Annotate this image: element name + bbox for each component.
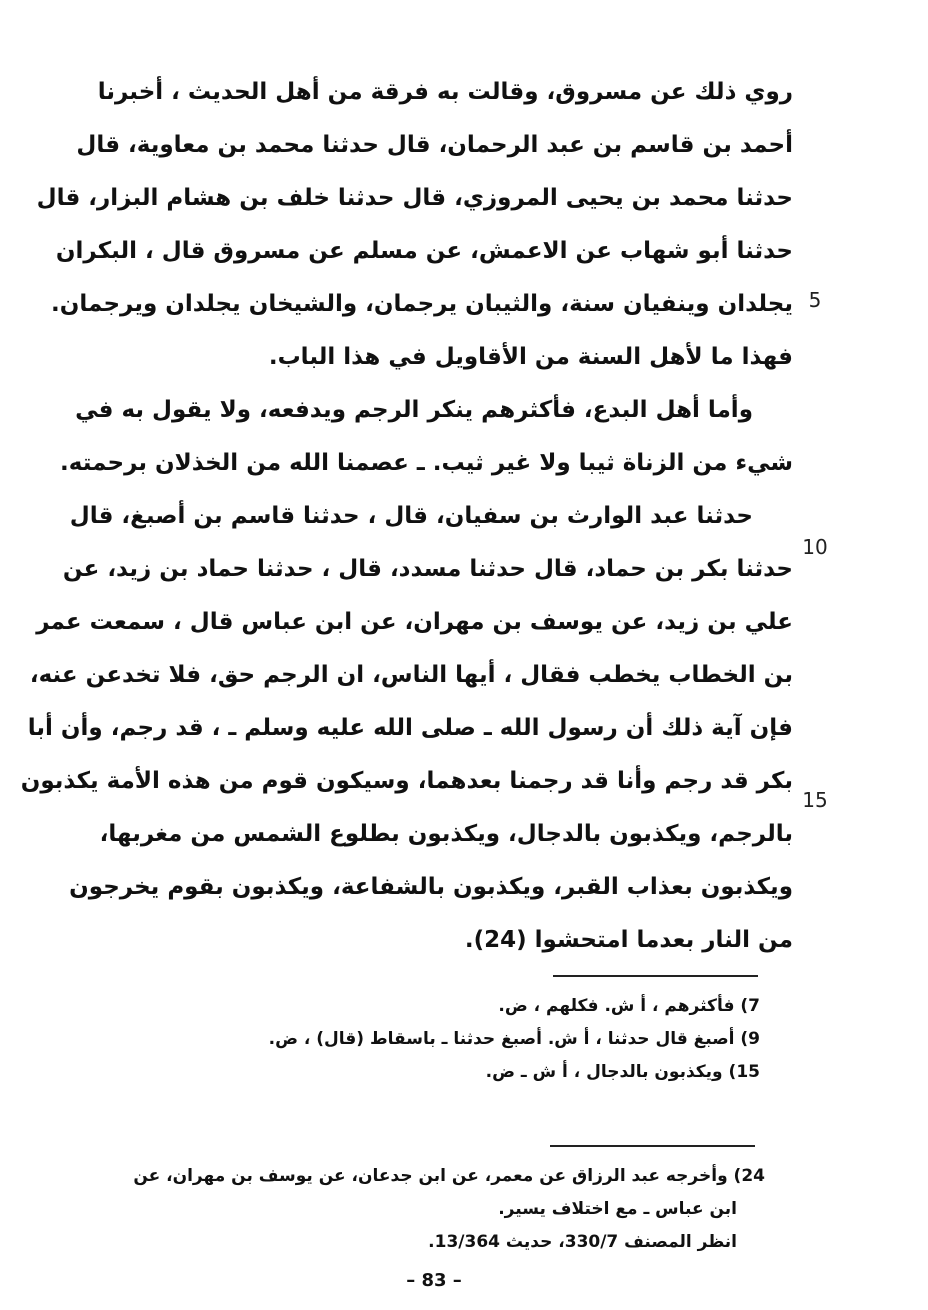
text-line-3: حدثنا محمد بن يحيى المروزي، قال حدثنا خلف بن هشام البزار، قال xyxy=(36,185,793,211)
text-line-10: حدثنا بكر بن حماد، قال حدثنا مسدد، قال ، حدثنا حماد بن زيد، عن xyxy=(62,556,793,582)
text-line-15: بالرجم، ويكذبون بالدجال، ويكذبون بطلوع الشمس من مغربها، xyxy=(99,821,793,847)
source-divider xyxy=(550,1145,755,1147)
apparatus-note-7: 7) فأكثرهم ، أ ش. فكلهم ، ض. xyxy=(498,996,760,1016)
text-line-7: وأما أهل البدع، فأكثرهم ينكر الرجم ويدفعه، ولا يقول به في xyxy=(75,397,753,423)
line-number-5: 5 xyxy=(808,288,822,312)
text-line-14: بكر قد رجم وأنا قد رجمنا بعدهما، وسيكون قوم من هذه الأمة يكذبون xyxy=(20,768,793,794)
line-number-15: 15 xyxy=(802,788,828,812)
source-notes xyxy=(105,1160,765,1259)
text-line-13: فإن آية ذلك أن رسول الله ـ صلى الله عليه وسلم ـ ، قد رجم، وأن أبا xyxy=(27,715,793,741)
text-line-17: من النار بعدما امتحشوا (24). xyxy=(464,927,793,953)
apparatus-divider xyxy=(553,975,758,977)
text-line-11: علي بن زيد، عن يوسف بن مهران، عن ابن عباس قال ، سمعت عمر xyxy=(36,609,793,635)
text-line-16: ويكذبون بعذاب القبر، ويكذبون بالشفاعة، ويكذبون بقوم يخرجون xyxy=(69,874,793,900)
text-line-9: حدثنا عبد الوارث بن سفيان، قال ، حدثنا قاسم بن أصبغ، قال xyxy=(69,503,753,529)
apparatus-note-9: 9) أصبغ قال حدثنا ، أ ش. أصبغ حدثنا ـ باسقاط (قال) ، ض. xyxy=(268,1029,760,1049)
source-note-24-continued: ابن عباس ـ مع اختلاف يسير. xyxy=(498,1199,737,1219)
text-line-2: أحمد بن قاسم بن عبد الرحمان، قال حدثنا محمد بن معاوية، قال xyxy=(76,132,793,158)
source-note-24: 24) وأخرجه عبد الرزاق عن معمر، عن ابن جدعان، عن يوسف بن مهران، عن xyxy=(133,1166,765,1186)
text-line-8: شيء من الزناة ثيبا ولا غير ثيب. ـ عصمنا الله من الخذلان برحمته. xyxy=(60,450,793,476)
text-line-4: حدثنا أبو شهاب عن الاعمش، عن مسلم عن مسروق قال ، البكران xyxy=(55,238,793,264)
text-line-6: فهذا ما لأهل السنة من الأقاويل في هذا الباب. xyxy=(268,344,793,370)
source-note-24-reference: انظر المصنف 330/7، حديث 13/364. xyxy=(428,1232,737,1252)
text-line-1: روي ذلك عن مسروق، وقالت به فرقة من أهل الحديث ، أخبرنا xyxy=(97,79,793,105)
apparatus-notes xyxy=(268,990,760,1089)
text-line-5: يجلدان وينفيان سنة، والثيبان يرجمان، والشيخان يجلدان ويرجمان. xyxy=(51,291,793,317)
page-number: – 83 – xyxy=(406,1270,462,1291)
text-line-12: بن الخطاب يخطب فقال ، أيها الناس، ان الرجم حق، فلا تخدعن عنه، xyxy=(29,662,793,688)
line-number-10: 10 xyxy=(802,535,828,559)
apparatus-note-15: 15) ويكذبون بالدجال ، أ ش ـ ض. xyxy=(485,1062,760,1082)
